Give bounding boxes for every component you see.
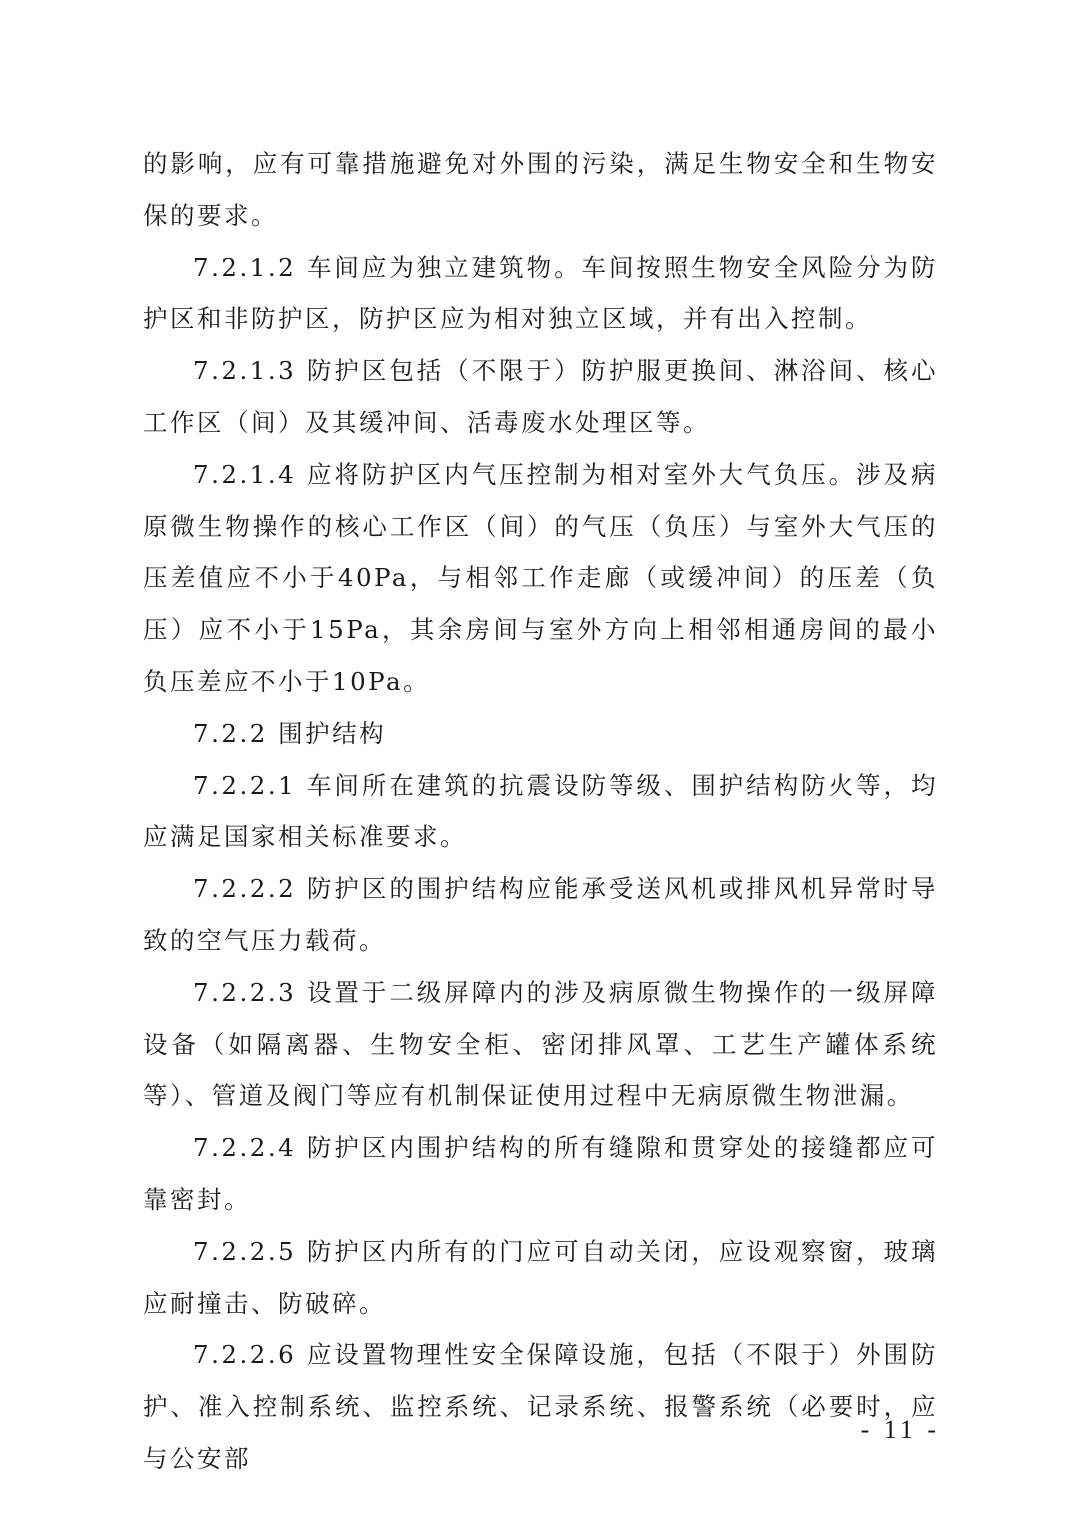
paragraph-7-2-2-6: 7.2.2.6 应设置物理性安全保障设施，包括（不限于）外围防护、准入控制系统、监控系统、记录系统、报警系统（必要时，应与公安部 — [143, 1340, 938, 1473]
paragraph-7-2-1-2: 7.2.1.2 车间应为独立建筑物。车间按照生物安全风险分为防护区和非防护区，防护区应为相对独立区域，并有出入控制。 — [143, 252, 938, 334]
paragraph-7-2-2-5: 7.2.2.5 防护区内所有的门应可自动关闭，应设观察窗，玻璃应耐撞击、防破碎。 — [143, 1236, 938, 1318]
paragraph-7-2-2-3: 7.2.2.3 设置于二级屏障内的涉及病原微生物操作的一级屏障设备（如隔离器、生物安全柜、密闭排风罩、工艺生产罐体系统等）、管道及阀门等应有机制保证使用过程中无病原微生物泄漏。 — [143, 977, 938, 1111]
paragraph-7-2-2-4: 7.2.2.4 防护区内围护结构的所有缝隙和贯穿处的接缝都应可靠密封。 — [143, 1133, 938, 1214]
paragraph-continuation: 的影响，应有可靠措施避免对外围的污染，满足生物安全和生物安保的要求。 — [143, 149, 938, 230]
body-text — [143, 138, 938, 1485]
paragraph-7-2-1-3: 7.2.1.3 防护区包括（不限于）防护服更换间、淋浴间、核心工作区（间）及其缓冲间、活毒废水处理区等。 — [143, 356, 938, 437]
paragraph-7-2-1-4: 7.2.1.4 应将防护区内气压控制为相对室外大气负压。涉及病原微生物操作的核心工作区（间）的气压（负压）与室外大气压的压差值应不小于40Pa，与相邻工作走廊（或缓冲间）的压差（负压）应不小于15Pa，其余房间与室外方向上相邻相通房间的最小负压差应不小于10Pa。 — [143, 459, 938, 696]
page-number: - 11 - — [860, 1415, 940, 1444]
paragraph-7-2-2-1: 7.2.2.1 车间所在建筑的抗震设防等级、围护结构防火等，均应满足国家相关标准要求。 — [143, 770, 938, 852]
section-heading-7-2-2: 7.2.2 围护结构 — [193, 718, 387, 748]
paragraph-7-2-2-2: 7.2.2.2 防护区的围护结构应能承受送风机或排风机异常时导致的空气压力载荷。 — [143, 874, 938, 955]
